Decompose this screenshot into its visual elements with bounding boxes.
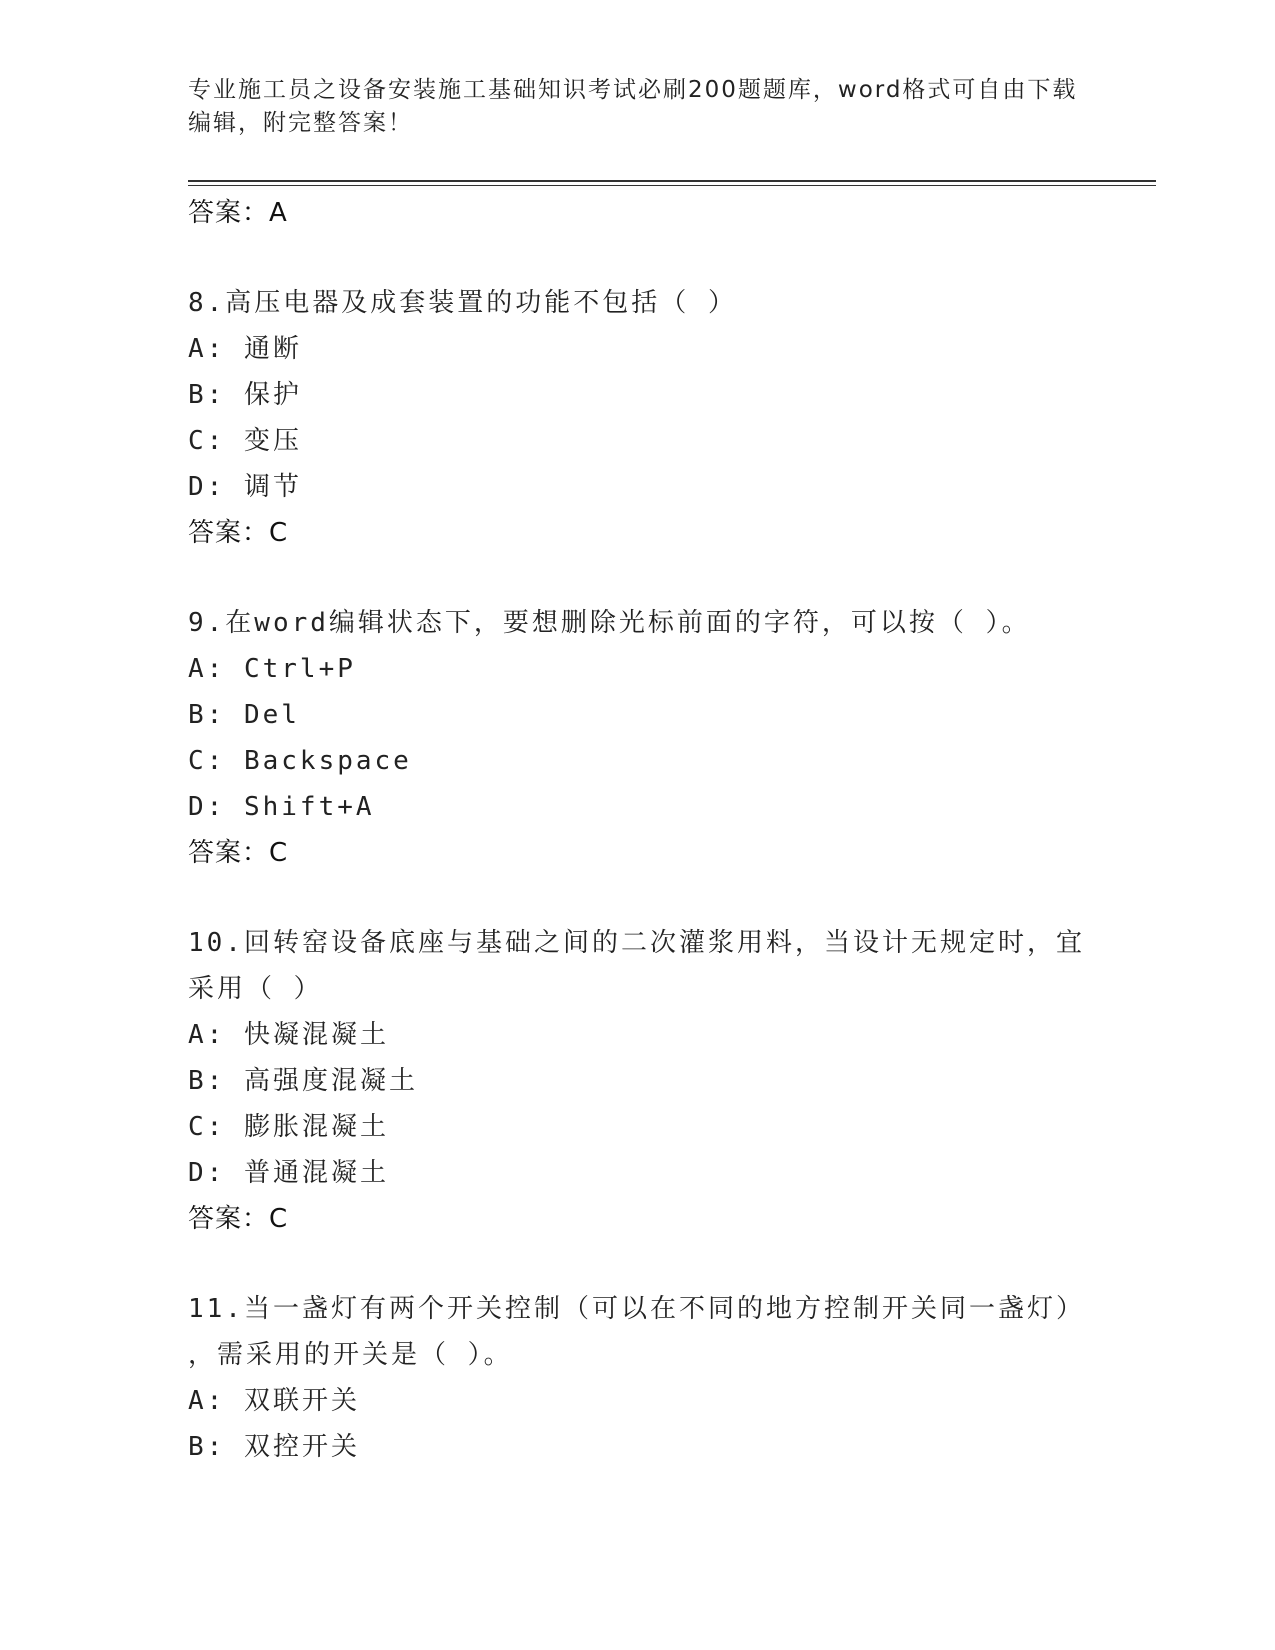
option-b: B: Del [188, 700, 300, 730]
question-text-line-1: 11.当一盏灯有两个开关控制（可以在不同的地方控制开关同一盏灯） [188, 1294, 1085, 1324]
option-d: D: 调节 [188, 472, 302, 502]
option-a: A: 快凝混凝土 [188, 1020, 389, 1050]
question-9 [188, 600, 1088, 876]
answer-line: 答案：C [188, 518, 289, 548]
question-text: 9.在word编辑状态下，要想删除光标前面的字符，可以按（ ）。 [188, 608, 1031, 638]
option-c: C: Backspace [188, 746, 412, 776]
question-list [188, 190, 1088, 1470]
document-header [188, 74, 1088, 140]
header-divider-thick [188, 180, 1156, 182]
question-11 [188, 1286, 1088, 1470]
option-c: C: 变压 [188, 426, 302, 456]
option-d: D: 普通混凝土 [188, 1158, 389, 1188]
answer-line: 答案：C [188, 1204, 289, 1234]
answer-line: 答案：C [188, 838, 289, 868]
question-text: 8.高压电器及成套装置的功能不包括（ ） [188, 288, 737, 318]
option-b: B: 高强度混凝土 [188, 1066, 418, 1096]
option-b: B: 双控开关 [188, 1432, 360, 1462]
option-a: A: 双联开关 [188, 1386, 360, 1416]
question-text-line-2: ，需采用的开关是（ ）。 [188, 1340, 513, 1370]
question-text-line-2: 采用（ ） [188, 974, 323, 1004]
option-a: A: Ctrl+P [188, 654, 356, 684]
option-a: A: 通断 [188, 334, 302, 364]
option-d: D: Shift+A [188, 792, 375, 822]
question-10 [188, 920, 1088, 1242]
question-text-line-1: 10.回转窑设备底座与基础之间的二次灌浆用料，当设计无规定时，宜 [188, 928, 1085, 958]
option-b: B: 保护 [188, 380, 302, 410]
header-line-2: 编辑，附完整答案！ [188, 110, 413, 136]
question-8 [188, 280, 1088, 556]
answer-line: 答案：A [188, 198, 288, 228]
option-c: C: 膨胀混凝土 [188, 1112, 389, 1142]
header-divider-thin [188, 185, 1156, 186]
header-line-1: 专业施工员之设备安装施工基础知识考试必刷200题题库，word格式可自由下载 [188, 77, 1078, 103]
